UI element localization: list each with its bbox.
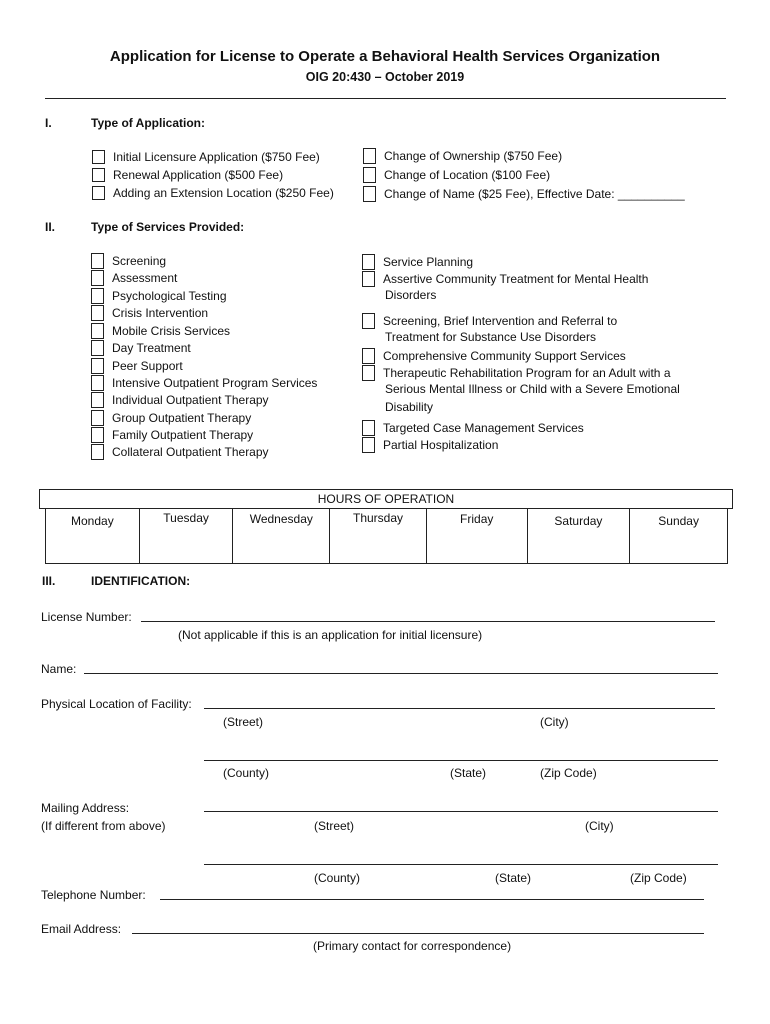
mailing-state-caption: (State) <box>495 871 532 885</box>
physical-location-label: Physical Location of Facility: <box>41 697 192 711</box>
service-individual-outpatient[interactable] <box>91 391 269 408</box>
mailing-zip-caption: (Zip Code) <box>630 871 687 885</box>
service-sbirt[interactable] <box>362 312 617 329</box>
telephone-field[interactable] <box>160 899 704 900</box>
service-label: Targeted Case Management Services <box>383 420 584 435</box>
physical-county-state-zip-field[interactable] <box>204 760 718 761</box>
physical-city-caption: (City) <box>540 715 569 729</box>
checkbox[interactable] <box>91 427 104 443</box>
service-label-continued: Disability <box>385 400 434 414</box>
checkbox[interactable] <box>362 437 375 453</box>
service-assessment[interactable] <box>91 269 177 286</box>
checkbox[interactable] <box>91 358 104 374</box>
option-change-ownership[interactable] <box>363 147 562 164</box>
service-label-continued: Treatment for Substance Use Disorders <box>385 330 596 344</box>
service-family-outpatient[interactable] <box>91 426 253 443</box>
mailing-address-note: (If different from above) <box>41 819 166 833</box>
option-change-name[interactable] <box>363 185 685 202</box>
checkbox[interactable] <box>91 305 104 321</box>
checkbox[interactable] <box>91 392 104 408</box>
service-label: Family Outpatient Therapy <box>112 427 254 442</box>
option-renewal[interactable] <box>92 166 283 183</box>
checkbox[interactable] <box>362 271 375 287</box>
service-label: Therapeutic Rehabilitation Program for an Adult with a <box>383 365 671 380</box>
checkbox[interactable] <box>91 410 104 426</box>
service-therapeutic-rehabilitation[interactable] <box>362 364 671 381</box>
service-label: Assessment <box>112 270 178 285</box>
service-label: Screening, Brief Intervention and Referral to <box>383 313 618 328</box>
option-label: Change of Name ($25 Fee), Effective Date: __________ <box>384 186 685 201</box>
checkbox[interactable] <box>91 288 104 304</box>
service-peer-support[interactable] <box>91 357 183 374</box>
checkbox[interactable] <box>92 168 105 182</box>
checkbox[interactable] <box>92 186 105 200</box>
day-tuesday[interactable]: Tuesday <box>140 509 234 563</box>
checkbox[interactable] <box>362 420 375 436</box>
service-label: Peer Support <box>112 358 183 373</box>
option-change-location[interactable] <box>363 166 550 183</box>
service-label: Screening <box>112 253 167 268</box>
service-psychological-testing[interactable] <box>91 287 227 304</box>
section-3-numeral: III. <box>42 574 56 588</box>
service-label: Group Outpatient Therapy <box>112 410 252 425</box>
checkbox[interactable] <box>91 323 104 339</box>
service-label: Comprehensive Community Support Services <box>383 348 626 363</box>
section-2-heading: Type of Services Provided: <box>91 220 245 234</box>
checkbox[interactable] <box>91 270 104 286</box>
physical-state-caption: (State) <box>450 766 487 780</box>
name-field[interactable] <box>84 673 718 674</box>
service-label: Collateral Outpatient Therapy <box>112 444 269 459</box>
hours-table <box>45 509 728 564</box>
checkbox[interactable] <box>92 150 105 164</box>
service-label: Service Planning <box>383 254 474 269</box>
checkbox[interactable] <box>91 444 104 460</box>
checkbox[interactable] <box>362 365 375 381</box>
option-extension-location[interactable] <box>92 184 334 201</box>
email-label: Email Address: <box>41 922 122 936</box>
license-number-label: License Number: <box>41 610 132 624</box>
day-sunday[interactable]: Sunday <box>658 514 699 528</box>
service-day-treatment[interactable] <box>91 339 191 356</box>
service-label: Individual Outpatient Therapy <box>112 392 269 407</box>
mailing-city-caption: (City) <box>585 819 614 833</box>
mailing-address-label: Mailing Address: <box>41 801 130 815</box>
service-targeted-case-management[interactable] <box>362 419 584 436</box>
service-screening[interactable] <box>91 252 166 269</box>
form-title: Application for License to Operate a Behavioral Health Services Organization <box>109 48 661 65</box>
service-collateral-outpatient[interactable] <box>91 443 269 460</box>
option-label: Adding an Extension Location ($250 Fee) <box>113 185 334 200</box>
mailing-county-caption: (County) <box>314 871 361 885</box>
service-assertive-community-treatment[interactable] <box>362 270 648 287</box>
form-subtitle: OIG 20:430 – October 2019 <box>305 70 465 84</box>
day-monday[interactable]: Monday <box>46 509 140 563</box>
email-field[interactable] <box>132 933 704 934</box>
service-label: Intensive Outpatient Program Services <box>112 375 318 390</box>
service-label: Assertive Community Treatment for Mental Health <box>383 271 649 286</box>
section-1-heading: Type of Application: <box>91 116 205 130</box>
service-service-planning[interactable] <box>362 253 473 270</box>
checkbox[interactable] <box>363 186 376 202</box>
checkbox[interactable] <box>91 375 104 391</box>
option-label: Change of Location ($100 Fee) <box>384 167 551 182</box>
hours-title: HOURS OF OPERATION <box>317 492 455 506</box>
option-label: Renewal Application ($500 Fee) <box>113 167 284 182</box>
physical-street-caption: (Street) <box>223 715 264 729</box>
checkbox[interactable] <box>91 253 104 269</box>
license-number-field[interactable] <box>141 621 715 622</box>
name-label: Name: <box>41 662 77 676</box>
option-label: Initial Licensure Application ($750 Fee) <box>113 149 320 164</box>
checkbox[interactable] <box>362 313 375 329</box>
service-label: Crisis Intervention <box>112 305 209 320</box>
day-thursday[interactable]: Thursday <box>330 509 427 563</box>
license-number-note: (Not applicable if this is an application for initial licensure) <box>178 628 483 642</box>
checkbox[interactable] <box>362 254 375 270</box>
section-3-heading: IDENTIFICATION: <box>91 574 191 588</box>
telephone-label: Telephone Number: <box>41 888 146 902</box>
service-label: Day Treatment <box>112 340 191 355</box>
day-friday[interactable]: Friday <box>427 509 528 563</box>
header-rule <box>45 98 726 99</box>
service-partial-hospitalization[interactable] <box>362 436 498 453</box>
service-comprehensive-community-support[interactable] <box>362 347 626 364</box>
option-initial-licensure[interactable] <box>92 148 320 165</box>
section-1-numeral: I. <box>45 116 52 130</box>
service-intensive-outpatient[interactable] <box>91 374 317 391</box>
section-2-numeral: II. <box>45 220 56 234</box>
checkbox[interactable] <box>362 348 375 364</box>
service-label-continued: Disorders <box>385 288 437 302</box>
physical-zip-caption: (Zip Code) <box>540 766 597 780</box>
physical-county-caption: (County) <box>223 766 270 780</box>
service-group-outpatient[interactable] <box>91 409 251 426</box>
mailing-street-caption: (Street) <box>314 819 355 833</box>
service-label-continued: Serious Mental Illness or Child with a Severe Emotional <box>385 382 680 396</box>
option-label: Change of Ownership ($750 Fee) <box>384 148 563 163</box>
checkbox[interactable] <box>91 340 104 356</box>
checkbox[interactable] <box>363 148 376 164</box>
service-crisis-intervention[interactable] <box>91 304 208 321</box>
service-label: Partial Hospitalization <box>383 437 499 452</box>
service-label: Psychological Testing <box>112 288 227 303</box>
service-label: Mobile Crisis Services <box>112 323 231 338</box>
mailing-county-state-zip-field[interactable] <box>204 864 718 865</box>
email-note: (Primary contact for correspondence) <box>313 939 512 953</box>
day-wednesday[interactable]: Wednesday <box>233 509 330 563</box>
mailing-street-city-field[interactable] <box>204 811 718 812</box>
physical-street-city-field[interactable] <box>204 708 715 709</box>
checkbox[interactable] <box>363 167 376 183</box>
day-saturday[interactable]: Saturday <box>528 509 631 563</box>
service-mobile-crisis[interactable] <box>91 322 230 339</box>
